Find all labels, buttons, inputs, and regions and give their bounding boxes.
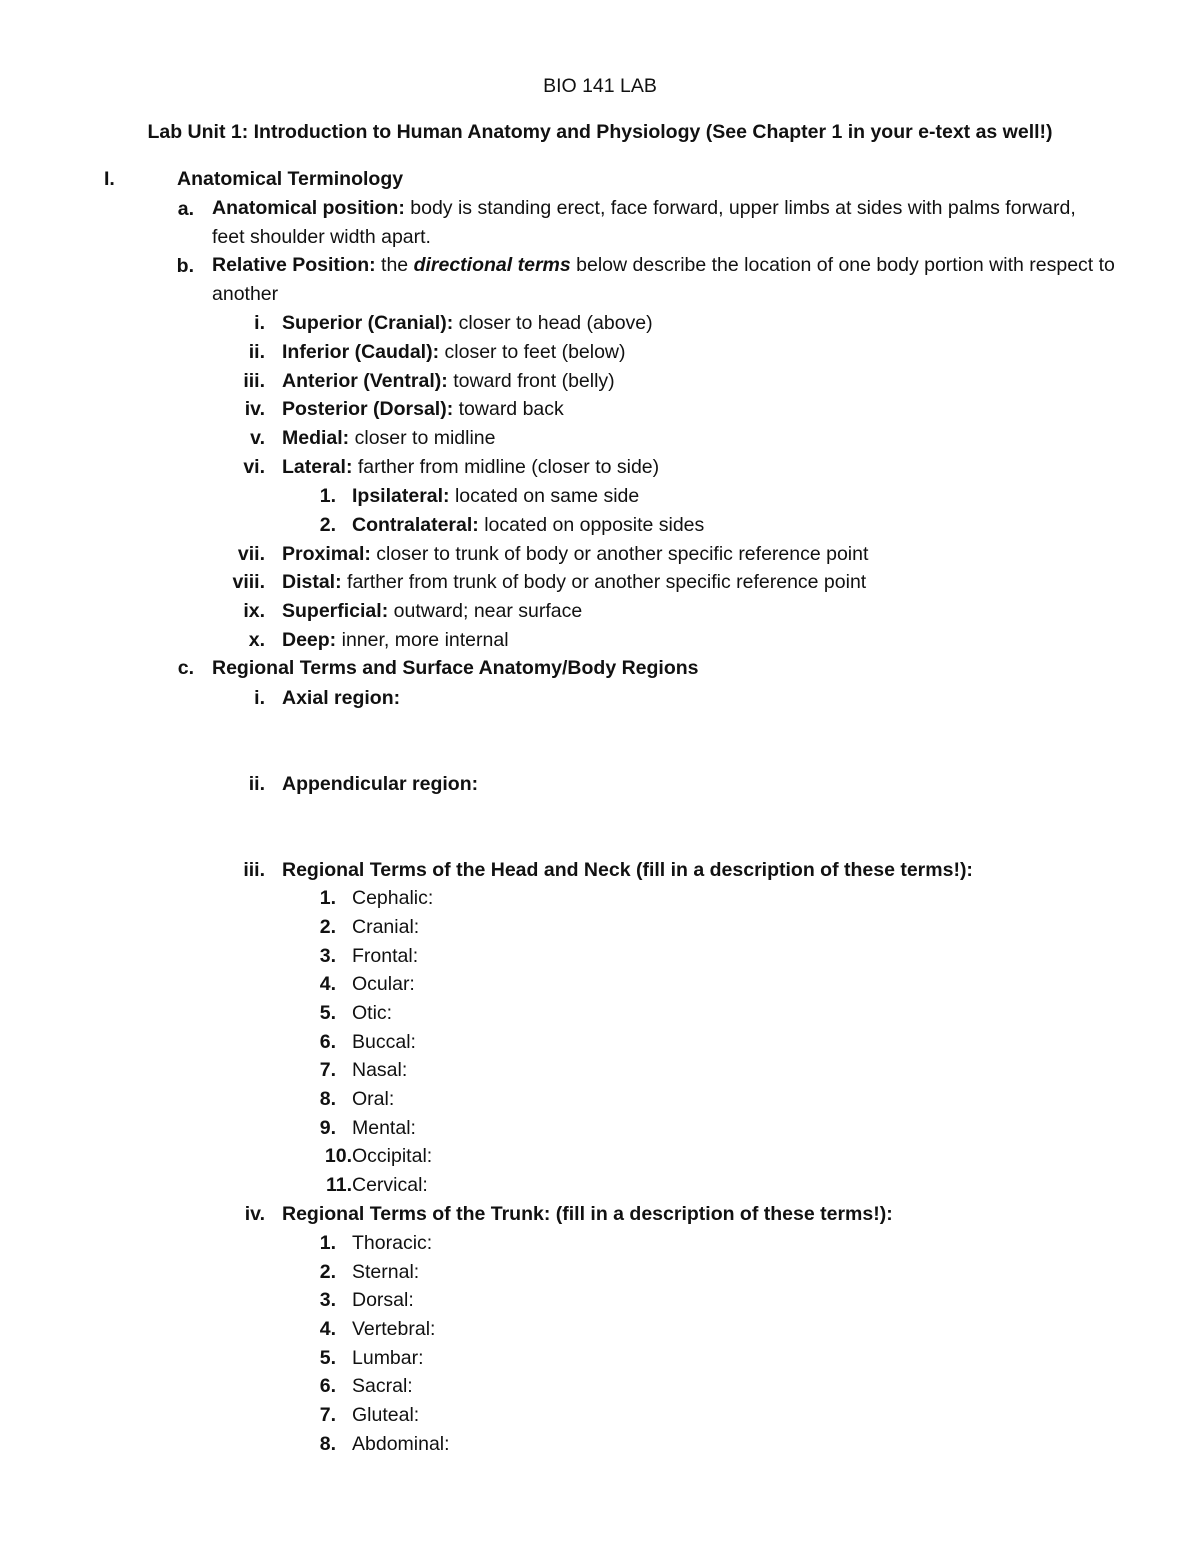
dir-term-item: Lateral: farther from midline (closer to side)	[282, 456, 660, 478]
head-neck-num: 1.	[319, 887, 336, 909]
dir-term-item: Proximal: closer to trunk of body or another specific reference point	[282, 543, 869, 565]
section-heading: Anatomical Terminology	[177, 168, 404, 190]
trunk-num: 3.	[319, 1289, 336, 1311]
dir-marker: viii.	[232, 571, 265, 593]
trunk-num: 6.	[319, 1375, 336, 1397]
dir-term-item: Distal: farther from trunk of body or another specific reference point	[282, 571, 867, 593]
head-neck-num: 9.	[319, 1117, 336, 1139]
appendicular-region-label: Appendicular region:	[282, 773, 479, 795]
axial-marker: i.	[254, 687, 265, 709]
trunk-term: Abdominal:	[352, 1433, 450, 1455]
dir-term-item: Inferior (Caudal): closer to feet (below)	[282, 341, 626, 363]
trunk-term: Thoracic:	[352, 1232, 433, 1254]
dir-marker: vi.	[243, 456, 265, 478]
trunk-term: Sternal:	[352, 1261, 420, 1283]
section-marker: I.	[104, 168, 115, 190]
head-neck-num: 4.	[319, 973, 336, 995]
trunk-term: Dorsal:	[352, 1289, 414, 1311]
page-title: BIO 141 LAB	[543, 75, 657, 97]
trunk-num: 1.	[319, 1232, 336, 1254]
item-b-term: Relative Position:	[212, 254, 376, 276]
dir-marker: iii.	[243, 370, 265, 392]
head-neck-term: Cranial:	[352, 916, 420, 938]
axial-region-label: Axial region:	[282, 687, 401, 709]
head-neck-term: Nasal:	[352, 1059, 408, 1081]
head-neck-term: Buccal:	[352, 1031, 416, 1053]
trunk-term: Vertebral:	[352, 1318, 436, 1340]
head-neck-num: 5.	[319, 1002, 336, 1024]
item-b-desc-post: below describe the location of one body portion with respect to another	[212, 254, 1115, 305]
lateral-sub-marker: 1.	[319, 485, 336, 507]
item-b-text	[212, 251, 1127, 309]
head-neck-num: 6.	[319, 1031, 336, 1053]
lateral-sub-marker: 2.	[319, 514, 336, 536]
head-neck-term: Otic:	[352, 1002, 393, 1024]
dir-term-item: Posterior (Dorsal): toward back	[282, 398, 564, 420]
trunk-num: 7.	[319, 1404, 336, 1426]
item-a-desc: body is standing erect, face forward, upper limbs at sides with palms forward, feet shoulder width apart.	[212, 197, 1076, 248]
head-neck-term: Occipital:	[352, 1145, 433, 1167]
trunk-num: 5.	[319, 1347, 336, 1369]
item-a-marker: a.	[177, 198, 194, 220]
dir-marker: i.	[254, 312, 265, 334]
lateral-sub-item: Contralateral: located on opposite sides	[352, 514, 705, 536]
head-neck-term: Oral:	[352, 1088, 395, 1110]
head-neck-term: Mental:	[352, 1117, 416, 1139]
page-subtitle: Lab Unit 1: Introduction to Human Anatomy and Physiology (See Chapter 1 in your e-text as well!)	[147, 121, 1053, 143]
head-neck-term: Cervical:	[352, 1174, 428, 1196]
dir-term-item: Anterior (Ventral): toward front (belly)	[282, 370, 615, 392]
trunk-marker: iv.	[244, 1203, 265, 1225]
trunk-num: 4.	[319, 1318, 336, 1340]
head-neck-num: 10.	[324, 1145, 352, 1167]
dir-term-item: Deep: inner, more internal	[282, 629, 509, 651]
item-b-desc-em: directional terms	[413, 254, 571, 276]
head-neck-term: Frontal:	[352, 945, 419, 967]
head-neck-heading: Regional Terms of the Head and Neck (fill in a description of these terms!):	[282, 859, 973, 881]
item-b-desc-pre: the	[381, 254, 409, 276]
trunk-term: Lumbar:	[352, 1347, 424, 1369]
dir-marker: ii.	[248, 341, 265, 363]
trunk-num: 2.	[319, 1261, 336, 1283]
item-a-term: Anatomical position:	[212, 197, 405, 219]
dir-term-item: Superficial: outward; near surface	[282, 600, 583, 622]
item-c-marker: c.	[177, 657, 194, 679]
head-neck-num: 3.	[319, 945, 336, 967]
dir-marker: v.	[250, 427, 265, 449]
lateral-sub-item: Ipsilateral: located on same side	[352, 485, 640, 507]
item-c-heading: Regional Terms and Surface Anatomy/Body Regions	[212, 657, 699, 679]
item-a-text	[212, 194, 1112, 252]
appendicular-marker: ii.	[248, 773, 265, 795]
trunk-term: Gluteal:	[352, 1404, 420, 1426]
head-neck-num: 11.	[325, 1174, 352, 1196]
trunk-num: 8.	[319, 1433, 336, 1455]
head-neck-term: Cephalic:	[352, 887, 434, 909]
trunk-heading: Regional Terms of the Trunk: (fill in a description of these terms!):	[282, 1203, 893, 1225]
dir-marker: x.	[248, 629, 265, 651]
head-neck-term: Ocular:	[352, 973, 415, 995]
dir-marker: ix.	[243, 600, 265, 622]
head-neck-num: 2.	[319, 916, 336, 938]
dir-marker: vii.	[237, 543, 265, 565]
trunk-term: Sacral:	[352, 1375, 413, 1397]
dir-term-item: Medial: closer to midline	[282, 427, 496, 449]
item-b-marker: b.	[176, 255, 194, 277]
head-neck-num: 7.	[319, 1059, 336, 1081]
head-neck-num: 8.	[319, 1088, 336, 1110]
head-neck-marker: iii.	[243, 859, 265, 881]
dir-term-item: Superior (Cranial): closer to head (above)	[282, 312, 653, 334]
dir-marker: iv.	[244, 398, 265, 420]
